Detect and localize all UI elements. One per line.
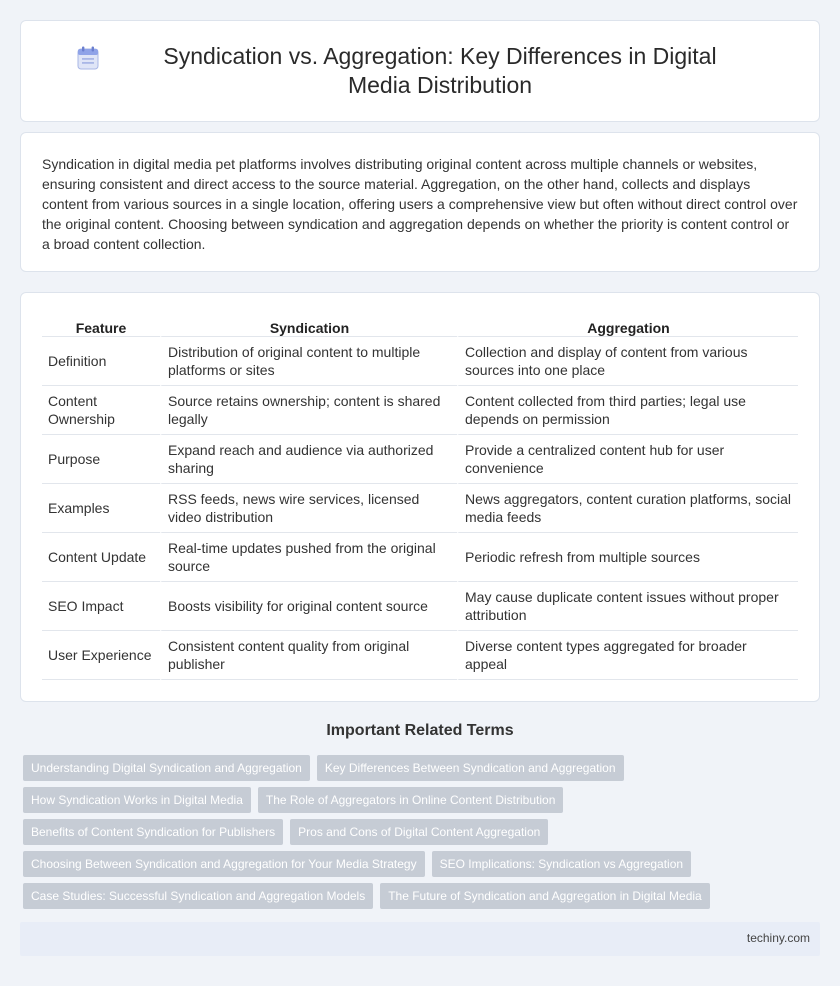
- tag-row: [23, 883, 743, 909]
- comparison-table-card: [20, 292, 820, 702]
- table-row: [42, 337, 798, 386]
- table-row: [42, 386, 798, 435]
- document-icon: [77, 46, 99, 70]
- intro-paragraph: Syndication in digital media pet platforms involves distributing original content across multiple channels or websites, ensuring consistent and direct access to the source material. Aggregation, on the other hand, collects and displays content from various sources in a single location, offering users a comprehensive view but often without direct control over the original content. Choosing between syndication and aggregation depends on whether the priority is content control or a broad content collection.: [42, 156, 798, 252]
- syndication-cell: Distribution of original content to multiple platforms or sites: [160, 337, 457, 386]
- tag-row: [23, 755, 743, 781]
- aggregation-cell: Provide a centralized content hub for user convenience: [457, 435, 798, 484]
- header-card: [20, 20, 820, 122]
- feature-cell: User Experience: [42, 631, 160, 680]
- footer-site-link[interactable]: techiny.com: [746, 931, 810, 945]
- related-terms-tags: [23, 755, 743, 915]
- feature-cell: Content Ownership: [42, 386, 160, 435]
- table-row: [42, 631, 798, 680]
- table-row: [42, 484, 798, 533]
- tag-row: [23, 787, 743, 813]
- syndication-cell: Consistent content quality from original publisher: [160, 631, 457, 680]
- page-title: Syndication vs. Aggregation: Key Differences in Digital Media Distribution: [163, 43, 717, 98]
- table-row: [42, 435, 798, 484]
- syndication-cell: Source retains ownership; content is shared legally: [160, 386, 457, 435]
- syndication-cell: Real-time updates pushed from the original source: [160, 533, 457, 582]
- aggregation-cell: Diverse content types aggregated for broader appeal: [457, 631, 798, 680]
- aggregation-cell: Periodic refresh from multiple sources: [457, 533, 798, 582]
- syndication-cell: Boosts visibility for original content source: [160, 582, 457, 631]
- tag-row: [23, 819, 743, 845]
- table-row: [42, 582, 798, 631]
- feature-cell: Examples: [42, 484, 160, 533]
- aggregation-cell: Collection and display of content from various sources into one place: [457, 337, 798, 386]
- related-term-tag[interactable]: Pros and Cons of Digital Content Aggregation: [290, 819, 548, 845]
- column-header-feature: Feature: [42, 315, 160, 337]
- related-term-tag[interactable]: Case Studies: Successful Syndication and Aggregation Models: [23, 883, 373, 909]
- header: [21, 21, 819, 121]
- related-term-tag[interactable]: The Role of Aggregators in Online Content Distribution: [258, 787, 564, 813]
- related-term-tag[interactable]: Choosing Between Syndication and Aggregation for Your Media Strategy: [23, 851, 425, 877]
- table-header-row: [42, 315, 798, 337]
- related-term-tag[interactable]: The Future of Syndication and Aggregation in Digital Media: [380, 883, 710, 909]
- syndication-cell: Expand reach and audience via authorized sharing: [160, 435, 457, 484]
- feature-cell: Purpose: [42, 435, 160, 484]
- feature-cell: Content Update: [42, 533, 160, 582]
- related-term-tag[interactable]: Understanding Digital Syndication and Aggregation: [23, 755, 310, 781]
- feature-cell: SEO Impact: [42, 582, 160, 631]
- aggregation-cell: News aggregators, content curation platforms, social media feeds: [457, 484, 798, 533]
- comparison-table: [42, 315, 798, 680]
- related-term-tag[interactable]: Benefits of Content Syndication for Publishers: [23, 819, 283, 845]
- table-row: [42, 533, 798, 582]
- aggregation-cell: Content collected from third parties; legal use depends on permission: [457, 386, 798, 435]
- aggregation-cell: May cause duplicate content issues without proper attribution: [457, 582, 798, 631]
- syndication-cell: RSS feeds, news wire services, licensed video distribution: [160, 484, 457, 533]
- column-header-syndication: Syndication: [160, 315, 457, 337]
- related-term-tag[interactable]: Key Differences Between Syndication and Aggregation: [317, 755, 624, 781]
- related-term-tag[interactable]: How Syndication Works in Digital Media: [23, 787, 251, 813]
- related-terms-title: Important Related Terms: [326, 722, 514, 739]
- feature-cell: Definition: [42, 337, 160, 386]
- tag-row: [23, 851, 743, 877]
- footer: [20, 922, 820, 956]
- column-header-aggregation: Aggregation: [457, 315, 798, 337]
- related-term-tag[interactable]: SEO Implications: Syndication vs Aggregation: [432, 851, 691, 877]
- intro-card: [20, 132, 820, 272]
